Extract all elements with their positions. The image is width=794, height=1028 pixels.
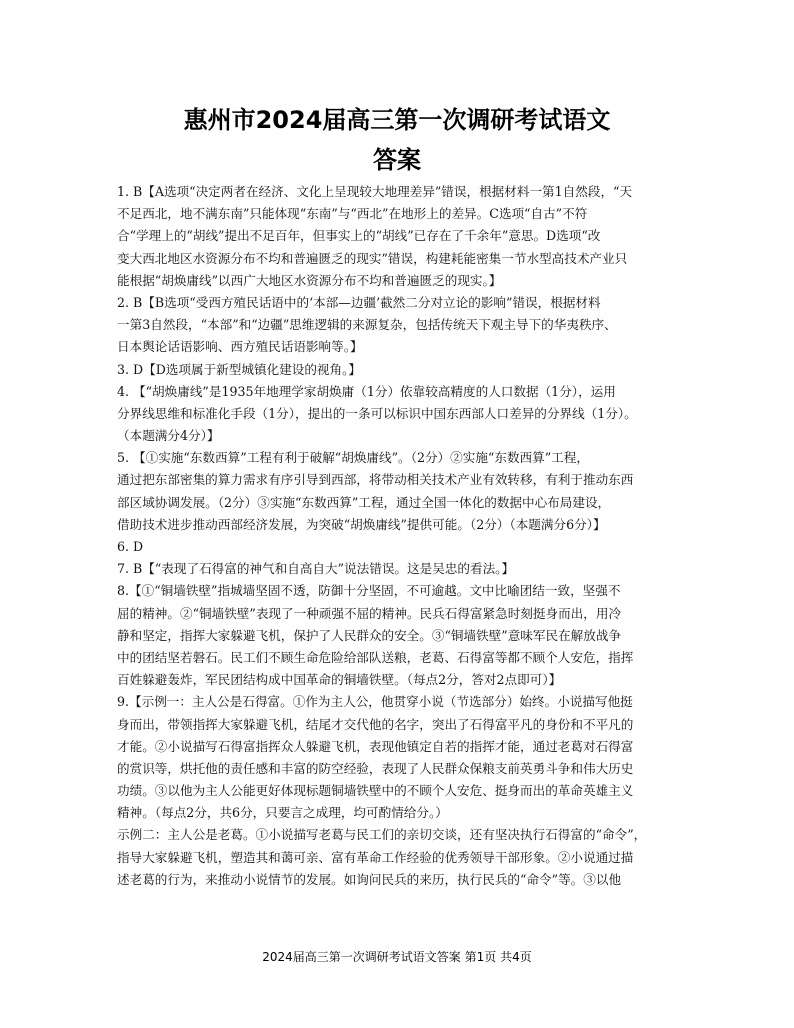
text-line: 3. D【D选项属于新型城镇化建设的视角。】: [117, 361, 362, 377]
text-line: 才能。②小说描写石得富指挥众人躲避飞机，表现他镇定自若的指挥才能，通过老葛对石得富: [117, 738, 634, 754]
text-line: （本题满分4分）】: [117, 428, 220, 444]
text-line: 借助技术进步推动西部经济发展，为突破“胡焕庸线”提供可能。（2分）（本题满分6分）】: [117, 516, 606, 532]
text-line: 合“学理上的“胡线”提出不足百年，但事实上的“胡线”已存在了千余年”意思。D选项“改: [117, 228, 601, 244]
text-line: 身而出，带领指挥大家躲避飞机，结尾才交代他的名字，突出了石得富平凡的身份和不平凡的: [117, 716, 634, 732]
text-line: 能根据“胡焕庸线”以西广大地区水资源分布不均和普遍匮乏的现实。】: [117, 272, 502, 288]
text-line: 5. 【①实施“东数西算”工程有利于破解“胡焕庸线”。（2分）②实施“东数西算”工程，: [117, 450, 589, 466]
text-line: 的赏识等，烘托他的责任感和丰富的防空经验，表现了人民群众保粮支前英勇斗争和伟大历史: [117, 760, 634, 776]
text-line: 1. B【A选项“决定两者在经济、文化上呈现较大地理差异”错误，根据材料一第1自然段，“天: [117, 184, 633, 199]
text-line: 分界线思维和标准化手段（1分），提出的一条可以标识中国东西部人口差异的分界线（1分）。: [117, 405, 637, 421]
text-line: 7. B【“表现了石得富的神气和自高自大”说法错误。这是吴忠的看法。】: [117, 561, 515, 577]
page-footer: 2024届高三第一次调研考试语文答案 第1页 共4页: [262, 950, 532, 964]
text-line: 静和坚定，指挥大家躲避飞机，保护了人民群众的安全。③“铜墙铁壁”意味军民在解放战争: [117, 627, 622, 643]
text-line: 2. B【B选项“受西方殖民话语中的‘本部—边疆’截然二分对立论的影响”错误，根据材料: [117, 294, 601, 310]
text-line: 精神。（每点2分，共6分，只要言之成理，均可酌情给分。）: [117, 805, 448, 821]
text-line: 功绩。③以他为主人公能更好体现标题铜墙铁壁中的不顾个人安危、挺身而出的革命英雄主义: [117, 783, 634, 799]
text-line: 日本舆论话语影响、西方殖民话语影响等。】: [117, 339, 363, 355]
text-line: 示例二：主人公是老葛。①小说描写老葛与民工们的亲切交谈，还有坚决执行石得富的“命令”，: [117, 827, 647, 843]
text-line: 6. D: [117, 539, 144, 554]
text-line: 通过把东部密集的算力需求有序引导到西部，将带动相关技术产业有效转移，有利于推动东西: [117, 472, 634, 488]
text-line: 述老葛的行为，来推动小说情节的发展。如询问民兵的来历，执行民兵的“命令”等。③以他: [117, 871, 622, 887]
text-line: 变大西北地区水资源分布不均和普遍匮乏的现实”错误，构建耗能密集一节水型高技术产业只: [117, 250, 628, 266]
text-line: 中的团结坚若磐石。民工们不顾生命危险给部队送粮，老葛、石得富等都不顾个人安危，指挥: [117, 649, 634, 665]
document-subtitle: 答案: [373, 146, 421, 174]
text-line: 9.【示例一：主人公是石得富。①作为主人公，他贯穿小说（节选部分）始终。小说描写他挺: [117, 694, 633, 710]
text-line: 百姓躲避轰炸，军民团结构成中国革命的铜墙铁壁。（每点2分，答对2点即可）】: [117, 672, 562, 688]
text-line: 8.【①“铜墙铁壁”指城墙坚固不透，防御十分坚固，不可逾越。文中比喻团结一致，坚强不: [117, 583, 621, 599]
document-title: 惠州市2024届高三第一次调研考试语文: [183, 106, 611, 134]
answer-body: [117, 181, 685, 891]
text-line: 部区域协调发展。（2分）③实施“东数西算”工程，通过全国一体化的数据中心布局建设，: [117, 494, 611, 510]
text-line: 屈的精神。②“铜墙铁壁”表现了一种顽强不屈的精神。民兵石得富紧急时刻挺身而出，用冷: [117, 605, 622, 621]
text-line: 指导大家躲避飞机，塑造其和蔼可亲、富有革命工作经验的优秀领导干部形象。②小说通过描: [117, 849, 634, 865]
text-line: 一第3自然段，“本部”和“边疆”思维逻辑的来源复杂，包括传统天下观主导下的华夷秩序、: [117, 317, 617, 333]
text-line: 4. 【“胡焕庸线”是1935年地理学家胡焕庸（1分）依靠较高精度的人口数据（1分），运用: [117, 383, 616, 399]
text-line: 不足西北，地不满东南”只能体现“东南”与“西北”在地形上的差异。C选项“自古”不符: [117, 206, 588, 222]
